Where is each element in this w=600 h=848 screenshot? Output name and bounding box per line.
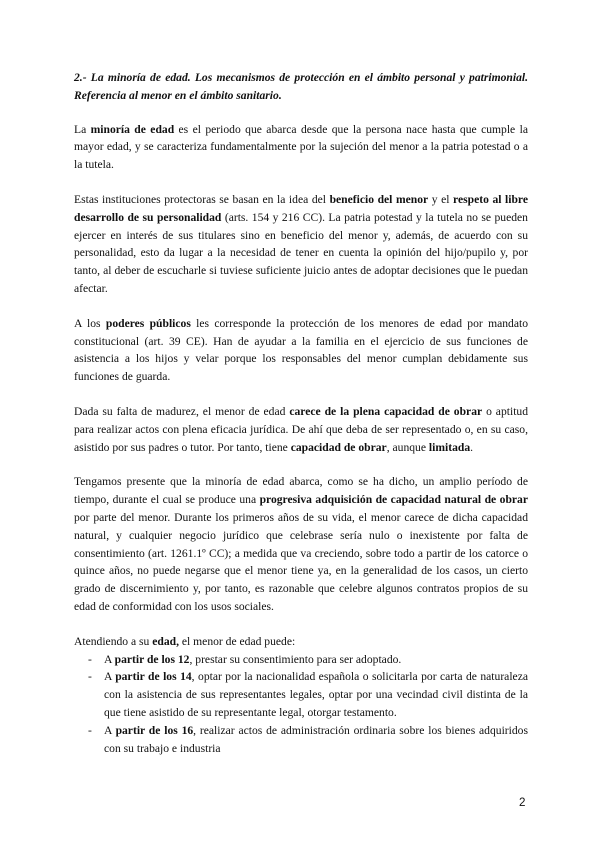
bold-term: partir de los 16 xyxy=(115,723,194,737)
bold-term: minoría de edad xyxy=(90,122,175,136)
section-heading: 2.- La minoría de edad. Los mecanismos de protección en el ámbito personal y patrimonial. Referencia al menor en el ámbito sanitario. xyxy=(74,71,528,102)
paragraph-atendiendo: Atendiendo a su edad, el menor de edad puede: xyxy=(74,634,296,648)
document-body xyxy=(74,69,528,757)
bold-term: beneficio del menor xyxy=(329,192,429,206)
bold-term: respeto al libre desarrollo de su personalidad xyxy=(74,192,529,224)
list-item: - A partir de los 12, prestar su consentimiento para ser adoptado. xyxy=(74,651,528,669)
list-item: - A partir de los 14, optar por la nacionalidad española o solicitarla por carta de naturaleza con la asistencia de sus representantes legales, optar por una vecindad civil distinta de la que tiene asistido de su representante legal, otorgar testamento. xyxy=(88,670,528,719)
paragraph-progresiva: Tengamos presente que la minoría de edad abarca, como se ha dicho, un amplio período de tiempo, durante el cual se produce una progresiva adquisición de capacidad natural de obrar por parte del menor. Durante los primeros años de su vida, el menor carece de dicha capacidad natural, y cualquier negocio jurídico que celebrase sería nulo o inexistente por falta de consentimiento (art. 1261.1º CC); a medida que va creciendo, sobre todo a partir de los catorce o quince años, no puede negarse que el menor tiene ya, en la generalidad de los casos, un cierto grado de discernimiento y, por tanto, es razonable que celebre algunos contratos propios de su edad de conformidad con los usos sociales. xyxy=(74,475,528,613)
bold-term: limitada xyxy=(428,440,471,454)
dash-bullet: - xyxy=(88,723,92,737)
bold-term: partir de los 12 xyxy=(114,652,190,666)
list-item: - A partir de los 16, realizar actos de administración ordinaria sobre los bienes adquiridos con su trabajo e industria xyxy=(88,723,528,755)
dash-bullet: - xyxy=(88,670,92,684)
bold-term: progresiva adquisición de capacidad natural de obrar xyxy=(259,493,528,507)
paragraph-minoria: La minoría de edad es el periodo que abarca desde que la persona nace hasta que cumple la mayor edad, y se caracteriza fundamentalmente por la sujeción del menor a la patria potestad o a la tutela. xyxy=(74,122,528,172)
bold-term: capacidad de obrar xyxy=(290,440,387,454)
bold-term: edad, xyxy=(152,634,179,648)
paragraph-instituciones: Estas instituciones protectoras se basan en la idea del beneficio del menor y el respeto al libre desarrollo de su personalidad (arts. 154 y 216 CC). La patria potestad y la tutela no se pueden ejercer en interés de sus titulares sino en beneficio del menor y, además, de acuerdo con su personalidad, esto da lugar a la necesidad de tener en cuenta la opinión del hijo/pupilo y, por tanto, al deber de escucharle si tuviese suficiente juicio antes de adoptar decisiones que le puedan afectar. xyxy=(74,192,529,295)
dash-bullet: - xyxy=(88,652,92,666)
bold-term: partir de los 14 xyxy=(115,670,192,684)
paragraph-poderes-publicos: A los poderes públicos les corresponde la protección de los menores de edad por mandato constitucional (art. 39 CE). Han de ayudar a la familia en el ejercicio de sus funciones de asistencia a los hijos y velar porque los responsables del menor cumplan debidamente sus funciones de guarda. xyxy=(74,316,528,384)
paragraph-capacidad: Dada su falta de madurez, el menor de edad carece de la plena capacidad de obrar o aptitud para realizar actos con plena eficacia jurídica. De ahí que deba de ser representado o, en su caso, asistido por sus padres o tutor. Por tanto, tiene capacidad de obrar, aunque limitada. xyxy=(74,404,529,454)
bold-term: carece de la plena capacidad de obrar xyxy=(289,404,483,418)
page-number: 2 xyxy=(519,796,526,809)
age-list xyxy=(74,651,528,758)
bold-term: poderes públicos xyxy=(105,316,191,330)
